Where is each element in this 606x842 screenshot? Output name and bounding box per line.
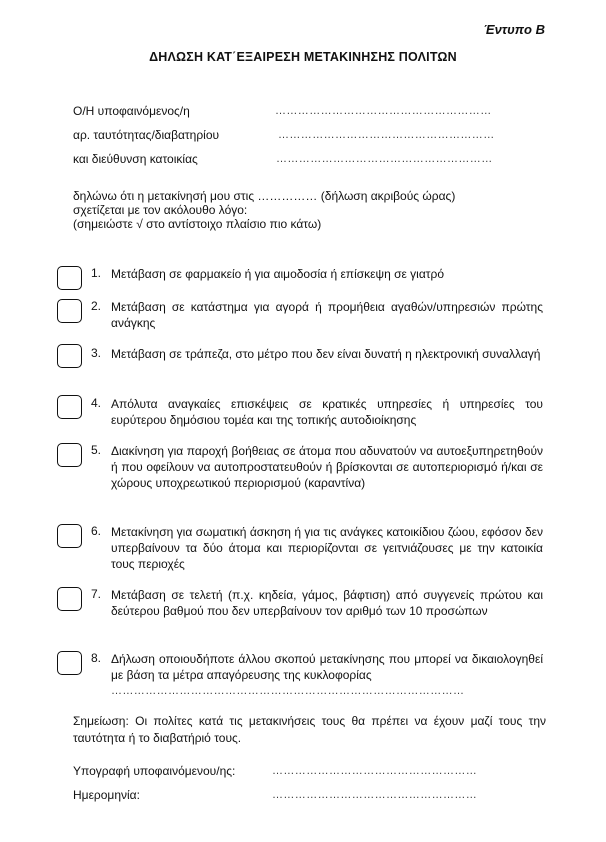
checkbox-2[interactable] <box>57 299 82 323</box>
id-label: αρ. ταυτότητας/διαβατηρίου <box>73 128 220 142</box>
signature-field[interactable]: ……………………………………………… <box>272 765 478 777</box>
date-field[interactable]: ……………………………………………… <box>272 789 478 801</box>
form-id: Έντυπο Β <box>483 22 545 37</box>
item-number: 5. <box>91 443 102 457</box>
item-number: 1. <box>91 266 102 280</box>
item-number: 4. <box>91 396 102 410</box>
declaration-text <box>73 189 546 231</box>
note-text: Σημείωση: Οι πολίτες κατά τις μετακινήσεις τους θα πρέπει να έχουν μαζί τους την ταυτότητα ή το διαβατήριό τους. <box>73 714 546 745</box>
form-title: ΔΗΛΩΣΗ ΚΑΤ΄ΕΞΑΙΡΕΣΗ ΜΕΤΑΚΙΝΗΣΗΣ ΠΟΛΙΤΩΝ <box>149 50 457 64</box>
name-field[interactable]: ………………………………………………… <box>275 105 492 117</box>
address-field[interactable]: ………………………………………………… <box>276 153 493 165</box>
other-reason-field[interactable]: ………………………………………………………………………………… <box>111 685 465 697</box>
signature-label: Υπογραφή υποφαινόμενου/ης: <box>73 764 236 778</box>
id-field[interactable]: ………………………………………………… <box>278 129 495 141</box>
item-text: Δήλωση οποιουδήποτε άλλου σκοπού μετακίνησης που μπορεί να δικαιολογηθεί με βάση τα μέτρα απαγόρευσης της κυκλοφορίας <box>111 652 543 682</box>
date-label: Ημερομηνία: <box>73 788 140 802</box>
checkbox-5[interactable] <box>57 443 82 467</box>
item-number: 6. <box>91 524 102 538</box>
item-number: 8. <box>91 651 102 665</box>
item-text: Μετάβαση σε κατάστημα για αγορά ή προμήθεια αγαθών/υπηρεσιών πρώτης ανάγκης <box>111 300 543 330</box>
item-number: 3. <box>91 346 102 360</box>
checkbox-1[interactable] <box>57 266 82 290</box>
declaration-line-2: σχετίζεται με τον ακόλουθο λόγο: <box>73 203 248 217</box>
item-text: Μετάβαση σε τράπεζα, στο μέτρο που δεν είναι δυνατή η ηλεκτρονική συναλλαγή <box>111 347 541 361</box>
item-text: Μετάβαση σε φαρμακείο ή για αιμοδοσία ή επίσκεψη σε γιατρό <box>111 267 445 281</box>
declaration-line-3: (σημειώστε √ στο αντίστοιχο πλαίσιο πιο κάτω) <box>73 217 322 231</box>
checkbox-7[interactable] <box>57 587 82 611</box>
checkbox-8[interactable] <box>57 651 82 675</box>
checkbox-6[interactable] <box>57 524 82 548</box>
item-text: Μετάβαση σε τελετή (π.χ. κηδεία, γάμος, βάφτιση) από συγγενείς πρώτου και δεύτερου βαθμού που δεν υπερβαίνουν τον αριθμό των 10 προσώπων <box>111 588 543 618</box>
name-label: Ο/Η υποφαινόμενος/η <box>73 104 190 118</box>
item-text: Απόλυτα αναγκαίες επισκέψεις σε κρατικές υπηρεσίες ή υπηρεσίες του ευρύτερου δημόσιου τομέα και της τοπικής αυτοδιοίκησης <box>111 397 543 427</box>
item-text: Διακίνηση για παροχή βοήθειας σε άτομα που αδυνατούν να αυτοεξυπηρετηθούν ή που οφείλουν να αυτοπροστατευθούν ή βρίσκονται σε αυτοπεριορισμό ή/και σε χώρους υποχρεωτικού περιορισμού (καραντίνα) <box>111 444 543 490</box>
item-number: 7. <box>91 587 102 601</box>
address-label: και διεύθυνση κατοικίας <box>73 152 198 166</box>
item-text: Μετακίνηση για σωματική άσκηση ή για τις ανάγκες κατοικίδιου ζώου, εφόσον δεν υπερβαίνουν τα δύο άτομα και περιορίζονται σε γειτνιάζουσες με την κατοικία τους περιοχές <box>111 525 543 571</box>
checkbox-3[interactable] <box>57 344 82 368</box>
checkbox-4[interactable] <box>57 395 82 419</box>
declaration-line-1: δηλώνω ότι η μετακίνησή μου στις …………… (δήλωση ακριβούς ώρας) <box>73 189 456 203</box>
item-number: 2. <box>91 299 102 313</box>
